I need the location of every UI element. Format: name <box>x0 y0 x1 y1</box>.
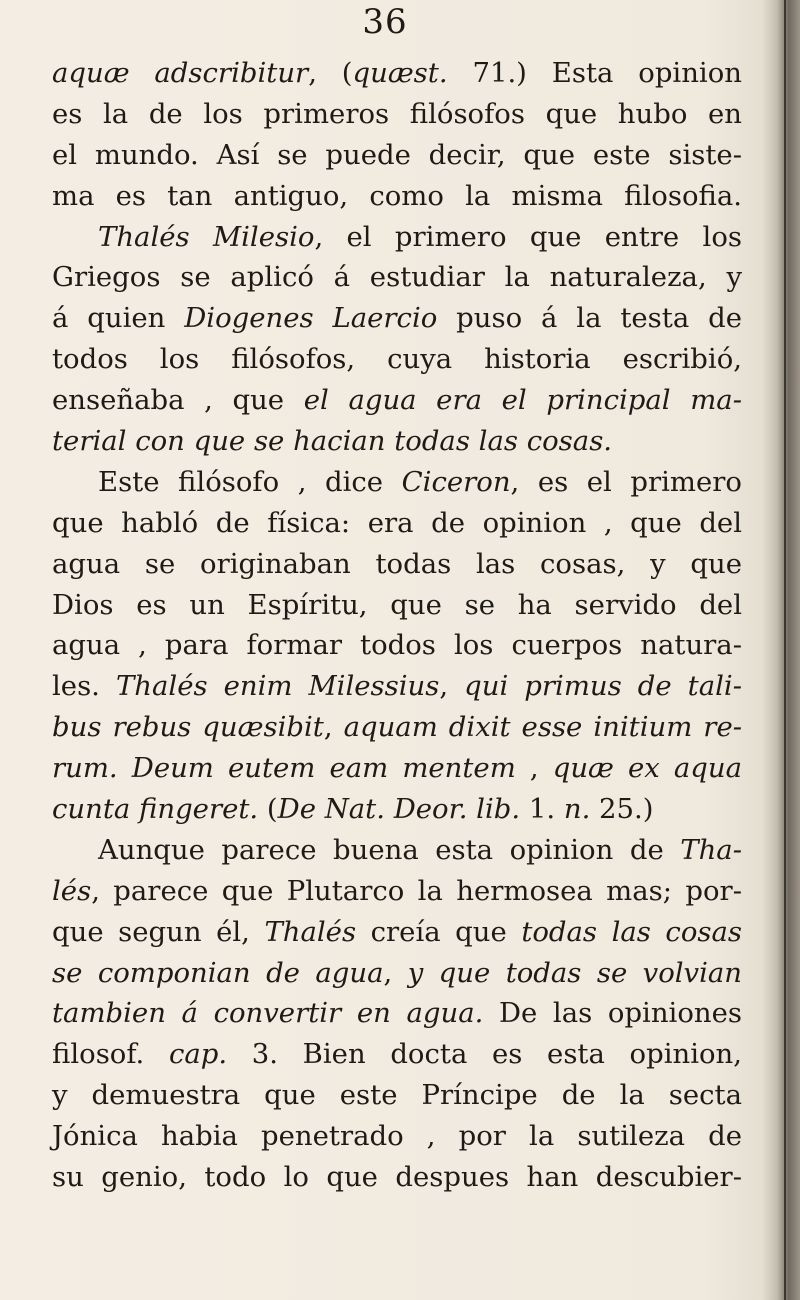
page-number: 36 <box>362 2 408 42</box>
italic-segment: todas las cosas <box>521 915 742 948</box>
text-line <box>52 544 742 585</box>
text-segment: les. <box>52 670 116 703</box>
italic-segment: aquæ adscribitur <box>52 57 309 89</box>
text-line <box>52 666 742 707</box>
italic-segment: rum. Deum eutem eam mentem <box>52 752 516 785</box>
text-line <box>52 176 742 217</box>
text-line <box>52 993 742 1034</box>
text-line <box>52 585 742 626</box>
text-segment: , <box>515 752 553 785</box>
text-segment: , es el primero <box>510 465 742 498</box>
text-segment: enseñaba , que <box>52 384 304 417</box>
italic-segment: el agua era el principal ma- <box>303 384 742 417</box>
text-line <box>52 830 742 871</box>
italic-segment: quæst. <box>352 57 448 89</box>
text-segment: 1. <box>520 793 564 826</box>
text-segment: filosof. <box>52 1038 169 1071</box>
text-segment: es la de los primeros filósofos que hubo en <box>52 97 742 130</box>
text-segment: , parece que Plutarco la hermosea mas; por- <box>91 874 742 907</box>
italic-segment: cap. <box>168 1038 228 1071</box>
italic-segment: bus rebus quæsibit <box>52 711 324 744</box>
text-line <box>52 217 742 258</box>
text-line <box>52 912 742 953</box>
text-line <box>52 1116 742 1157</box>
text-segment: creía que <box>356 915 522 948</box>
italic-segment: lés <box>52 874 92 907</box>
text-segment: Griegos se aplicó á estudiar la naturaleza, y <box>52 261 742 294</box>
italic-segment: Thalés Milesio <box>98 220 315 253</box>
italic-segment: Thalés <box>264 915 357 948</box>
page-edge <box>784 0 786 1300</box>
text-line <box>52 1075 742 1116</box>
italic-segment: Ciceron <box>401 465 511 498</box>
text-segment: Dios es un Espíritu, que se ha servido del <box>52 588 742 621</box>
text-line <box>52 1034 742 1075</box>
italic-segment: n. <box>563 793 591 826</box>
text-line <box>52 94 742 135</box>
text-line <box>52 953 742 994</box>
text-line <box>52 421 742 462</box>
text-segment: 25.) <box>590 793 654 826</box>
text-segment: Aunque parece buena esta opinion de <box>98 833 681 866</box>
text-line <box>52 871 742 912</box>
text-segment: que segun él, <box>52 915 265 948</box>
text-segment: Jónica habia penetrado , por la sutileza de <box>52 1120 742 1153</box>
italic-segment: terial con que se hacian todas las cosas. <box>52 425 613 458</box>
text-segment: todos los filósofos, cuya historia escribió, <box>52 343 742 376</box>
text-segment: Este filósofo , dice <box>98 465 402 498</box>
text-line <box>52 707 742 748</box>
text-segment: agua se originaban todas las cosas, y que <box>52 547 742 580</box>
text-segment: 71.) Esta opinion <box>447 57 742 89</box>
text-line <box>52 298 742 339</box>
text-line <box>52 257 742 298</box>
text-segment: ( <box>258 793 278 826</box>
text-segment: que habló de física: era de opinion , que del <box>52 506 742 539</box>
text-segment: á quien <box>52 302 185 335</box>
italic-segment: aquam dixit esse initium re- <box>343 711 743 744</box>
text-line <box>52 625 742 666</box>
text-segment: , ( <box>308 57 353 89</box>
text-line <box>52 1157 742 1198</box>
italic-segment: y que todas se volvian <box>407 956 742 989</box>
text-line <box>52 339 742 380</box>
italic-segment: De Nat. Deor. lib. <box>277 793 521 826</box>
italic-segment: Tha- <box>680 833 742 866</box>
text-segment: su genio, todo lo que despues han descubier- <box>52 1161 742 1194</box>
text-segment: puso á la testa de <box>437 302 742 335</box>
italic-segment: Diogenes Laercio <box>184 302 438 335</box>
italic-segment: quæ ex aqua <box>552 752 742 785</box>
text-segment: , <box>383 956 408 989</box>
text-line <box>52 503 742 544</box>
text-line <box>52 53 742 94</box>
text-segment: el mundo. Así se puede decir, que este siste- <box>52 138 742 171</box>
text-segment: 3. Bien docta es esta opinion, <box>227 1038 743 1071</box>
text-segment: De las opiniones <box>483 997 742 1030</box>
body-text <box>52 53 742 1198</box>
italic-segment: cunta fingeret. <box>52 793 259 826</box>
text-segment: y demuestra que este Príncipe de la secta <box>52 1079 742 1112</box>
text-line <box>52 748 742 789</box>
text-line <box>52 135 742 176</box>
text-segment: , <box>323 711 344 744</box>
italic-segment: Thalés enim Milessius <box>115 670 440 703</box>
italic-segment: qui primus de tali- <box>464 670 742 703</box>
text-segment: ma es tan antiguo, como la misma filosofia. <box>52 179 742 212</box>
italic-segment: tambien á convertir en agua. <box>52 997 484 1030</box>
text-line <box>52 462 742 503</box>
text-segment: , el primero que entre los <box>314 220 742 253</box>
text-segment: , <box>439 670 465 703</box>
italic-segment: se componian de agua <box>52 956 384 989</box>
text-segment: agua , para formar todos los cuerpos natura- <box>52 629 742 662</box>
text-line <box>52 380 742 421</box>
text-line <box>52 789 742 830</box>
binding-shadow <box>762 0 800 1300</box>
